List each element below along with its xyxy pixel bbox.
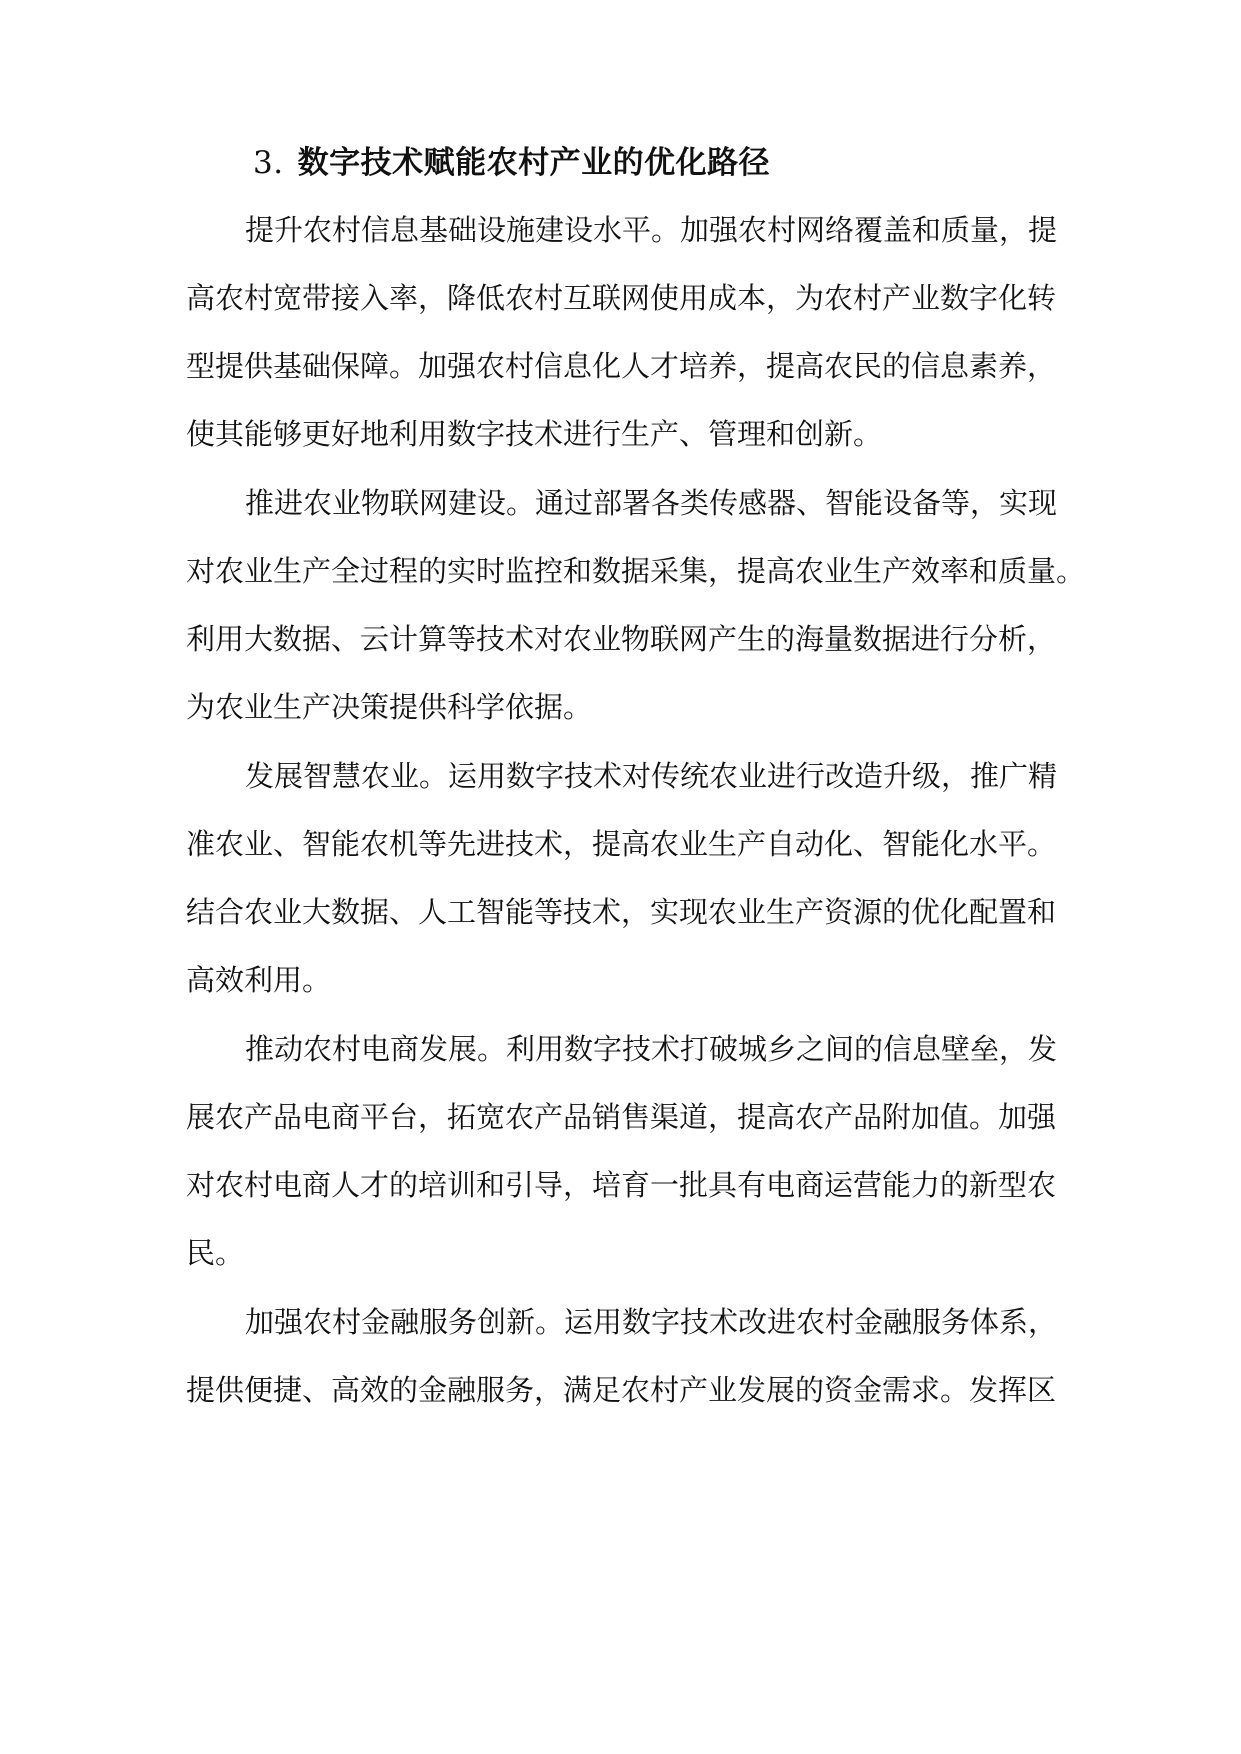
paragraph-line: 使其能够更好地利用数字技术进行生产、管理和创新。 (186, 417, 883, 451)
paragraph-line: 结合农业大数据、人工智能等技术，实现农业生产资源的优化配置和 (186, 895, 1057, 929)
paragraph-line: 民。 (186, 1236, 245, 1270)
paragraph-line: 展农产品电商平台，拓宽农产品销售渠道，提高农产品附加值。加强 (186, 1100, 1057, 1134)
paragraph-line: 提升农村信息基础设施建设水平。加强农村网络覆盖和质量，提 (245, 213, 1058, 247)
paragraph-line: 型提供基础保障。加强农村信息化人才培养，提高农民的信息素养， (186, 349, 1057, 383)
paragraph-line: 提供便捷、高效的金融服务，满足农村产业发展的资金需求。发挥区 (186, 1373, 1057, 1407)
paragraph-line: 准农业、智能农机等先进技术，提高农业生产自动化、智能化水平。 (186, 827, 1057, 861)
paragraph-line: 对农业生产全过程的实时监控和数据采集，提高农业生产效率和质量。 (186, 554, 1086, 588)
section-title: 数字技术赋能农村产业的优化路径 (297, 145, 771, 181)
paragraph-line: 推进农业物联网建设。通过部署各类传感器、智能设备等，实现 (245, 486, 1058, 520)
paragraph-line: 加强农村金融服务创新。运用数字技术改进农村金融服务体系， (245, 1305, 1058, 1339)
paragraph-line: 高农村宽带接入率，降低农村互联网使用成本，为农村产业数字化转 (186, 281, 1057, 315)
paragraph-line: 为农业生产决策提供科学依据。 (186, 690, 593, 724)
section-number: 3. (253, 145, 284, 181)
paragraph-line: 推动农村电商发展。利用数字技术打破城乡之间的信息壁垒，发 (245, 1032, 1058, 1066)
paragraph-line: 高效利用。 (186, 963, 332, 997)
paragraph-line: 对农村电商人才的培训和引导，培育一批具有电商运营能力的新型农 (186, 1168, 1057, 1202)
paragraph-line: 发展智慧农业。运用数字技术对传统农业进行改造升级，推广精 (245, 759, 1058, 793)
paragraph-line: 利用大数据、云计算等技术对农业物联网产生的海量数据进行分析， (186, 622, 1057, 656)
section-heading (253, 145, 771, 181)
